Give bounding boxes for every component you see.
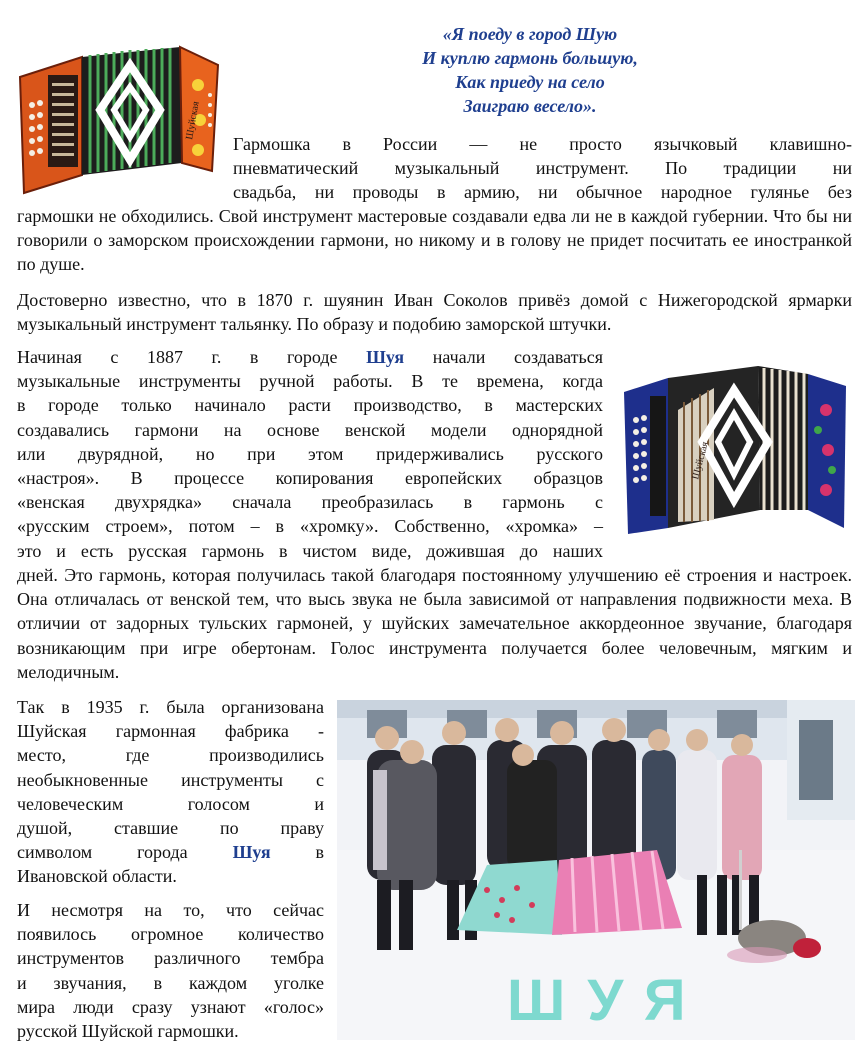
paragraph-3-first-line: Начиная с 1887 г. в городе Шуя начали создаваться <box>17 347 604 367</box>
paragraph-3-line: «русским строем», потом – в «хромку». Собственно, «хромка» – <box>17 516 603 537</box>
poem-line: И куплю гармонь большую, <box>422 48 638 68</box>
paragraph-4-line: Ивановской области. <box>17 866 177 887</box>
paragraph-1-top <box>233 132 852 205</box>
snow-letters: ШУЯ <box>507 968 708 1033</box>
paragraph-5-line: и звучания, в каждом уголке <box>17 972 324 993</box>
paragraph-2: Достоверно известно, что в 1870 г. шуянин Иван Соколов привёз домой с Нижегородской ярмарки музыкальный инструмент тальянку. По образу и подобию заморской штучки. <box>17 290 852 335</box>
paragraph-4-line: душой, ставшие по праву <box>17 818 324 839</box>
poem-line: «Я поеду в город Шую <box>442 24 618 44</box>
paragraph-5-line: инструментов различного тембра <box>17 948 324 969</box>
poem-line: Заиграю весело». <box>463 96 597 116</box>
city-name: Шуя <box>232 842 271 863</box>
paragraph-4 <box>17 695 324 889</box>
paragraph-1-line: свадьба, ни проводы в армию, ни обычное народное гулянье без <box>233 182 852 203</box>
paragraph-4-line: необыкновенные инструменты с <box>17 769 324 790</box>
paragraph-4-line: место, где производились <box>17 745 324 766</box>
paragraph-4-line: Так в 1935 г. была организована <box>17 697 324 717</box>
paragraph-5-line: русской Шуйской гармошки. <box>17 1021 239 1042</box>
paragraph-3-top <box>17 345 603 563</box>
paragraph-3-rest: дней. Это гармонь, которая получилась такой благодаря постоянному улучшению её строения и настроек. Она отличалась от венской тем, что высь звука не была зависимой от направления подвижности меха. В отличии от задорных тульских гармоней, у шуйских замечательное аккордеонное звучание, благодаря возникающим при игре обертонам. Голос инструмента получается более человечным, мягким и мелодичным. <box>17 565 852 682</box>
accordion1-brand: Шуйская <box>184 100 202 141</box>
epigraph-poem <box>300 22 760 118</box>
paragraph-5-line: появилось огромное количество <box>17 924 324 945</box>
paragraph-4-city-line: символом города Шуя в <box>17 842 325 863</box>
paragraph-1-line: пневматический музыкальный инструмент. По традиции ни <box>233 158 852 179</box>
paragraph-1-line: Гармошка в России — не просто язычковый клавишно- <box>233 134 852 154</box>
city-name: Шуя <box>366 347 405 367</box>
paragraph-3-line: или двурядной, но при этом придерживались русского <box>17 443 603 464</box>
paragraph-3-line: музыкальные инструменты ручной работы. В те времена, когда <box>17 371 603 392</box>
paragraph-5 <box>17 898 324 1043</box>
poem-line: Как приеду на село <box>455 72 605 92</box>
paragraph-3-line: «венская двухрядка» сначала преобразилась в гармонь с <box>17 492 603 513</box>
paragraph-4-line: Шуйская гармонная фабрика - <box>17 721 324 742</box>
paragraph-4-line: человеческим голосом и <box>17 793 324 814</box>
paragraph-3-line: это и есть русская гармонь в чистом виде, дожившая до наших <box>17 540 603 561</box>
paragraph-5-line: И несмотря на то, что сейчас <box>17 900 324 920</box>
paragraph-5-line: мира люди сразу узнают «голос» <box>17 996 324 1017</box>
paragraph-3-line: в городе только начинало расти производство, в мастерских <box>17 395 603 416</box>
accordion2-brand: Шуйская <box>690 440 711 481</box>
snow-accordion-photo <box>337 700 855 1040</box>
paragraph-1-rest: гармошки не обходились. Свой инструмент мастеровые создавали едва ли не в каждой губернии. Что бы ни говорили о заморском происхождении гармони, но никому и в голову не придет посчитать ее иностранкой по душе. <box>17 206 852 275</box>
blue-accordion-image <box>618 350 852 540</box>
paragraph-3-line: «настроя». В процессе копирования европейских образцов <box>17 468 603 489</box>
paragraph-3-line: создавались гармони на основе венской модели однорядной <box>17 419 603 440</box>
red-accordion-image <box>12 35 227 195</box>
